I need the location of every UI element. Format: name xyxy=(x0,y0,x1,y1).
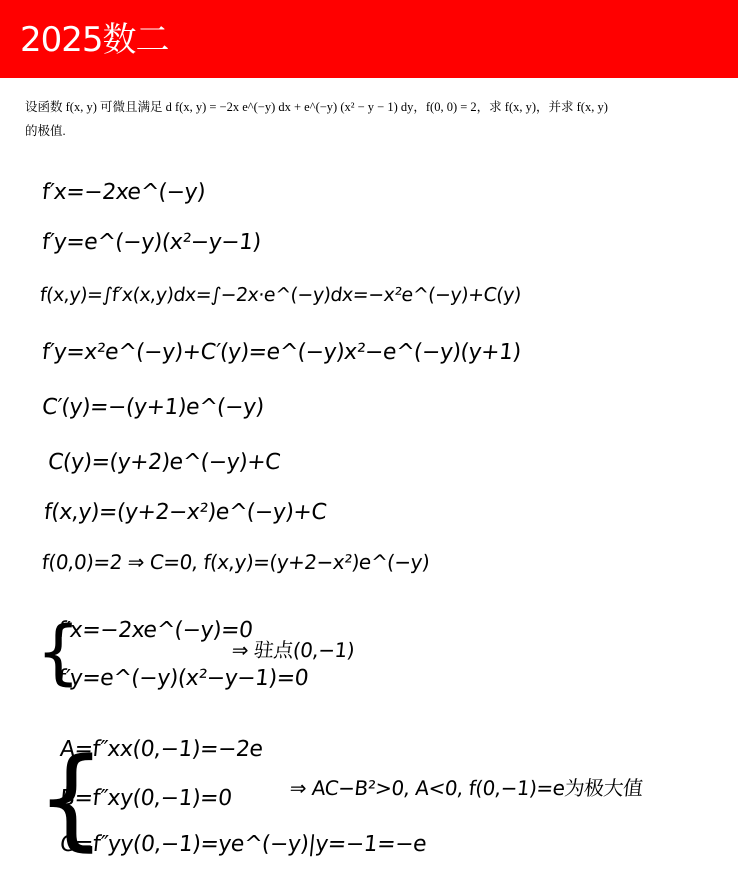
system2-eq-3: C=f″yy(0,−1)=ye^(−y)|y=−1=−e xyxy=(58,832,428,857)
system1-eq-1: f′x=−2xe^(−y)=0 xyxy=(56,618,254,643)
system2-brace: { xyxy=(36,734,106,862)
system2-eq-2: B=f″xy(0,−1)=0 xyxy=(58,786,233,811)
solution-line-6: C(y)=(y+2)e^(−y)+C xyxy=(46,450,282,475)
problem-line-2: 的极值. xyxy=(25,124,66,138)
header-banner xyxy=(0,0,738,78)
problem-line-1: 设函数 f(x, y) 可微且满足 d f(x, y) = −2x e^(−y) dx + e^(−y) (x² − y − 1) dy，f(0, 0) = 2，求 f(x, y)，并求 f(x, y) xyxy=(25,100,608,114)
system1-result: ⇒ 驻点(0,−1) xyxy=(230,638,356,662)
system1-eq-2: f′y=e^(−y)(x²−y−1)=0 xyxy=(56,666,310,691)
system2-result: ⇒ AC−B²>0, A<0, f(0,−1)=e为极大值 xyxy=(288,776,644,800)
solution-line-5: C′(y)=−(y+1)e^(−y) xyxy=(40,395,265,420)
solution-line-7: f(x,y)=(y+2−x²)e^(−y)+C xyxy=(42,500,328,525)
solution-line-4: f′y=x²e^(−y)+C′(y)=e^(−y)x²−e^(−y)(y+1) xyxy=(40,340,522,365)
solution-line-3: f(x,y)=∫f′x(x,y)dx=∫−2x·e^(−y)dx=−x²e^(−y)+C(y) xyxy=(38,284,522,306)
solution-line-8: f(0,0)=2 ⇒ C=0, f(x,y)=(y+2−x²)e^(−y) xyxy=(40,550,431,574)
solution-line-2: f′y=e^(−y)(x²−y−1) xyxy=(40,230,262,255)
system1-brace: { xyxy=(36,611,81,693)
system2-eq-1: A=f″xx(0,−1)=−2e xyxy=(58,737,264,762)
problem-statement xyxy=(25,95,725,143)
solution-line-1: f′x=−2xe^(−y) xyxy=(40,180,207,205)
page-title: 2025数二 xyxy=(20,20,169,60)
